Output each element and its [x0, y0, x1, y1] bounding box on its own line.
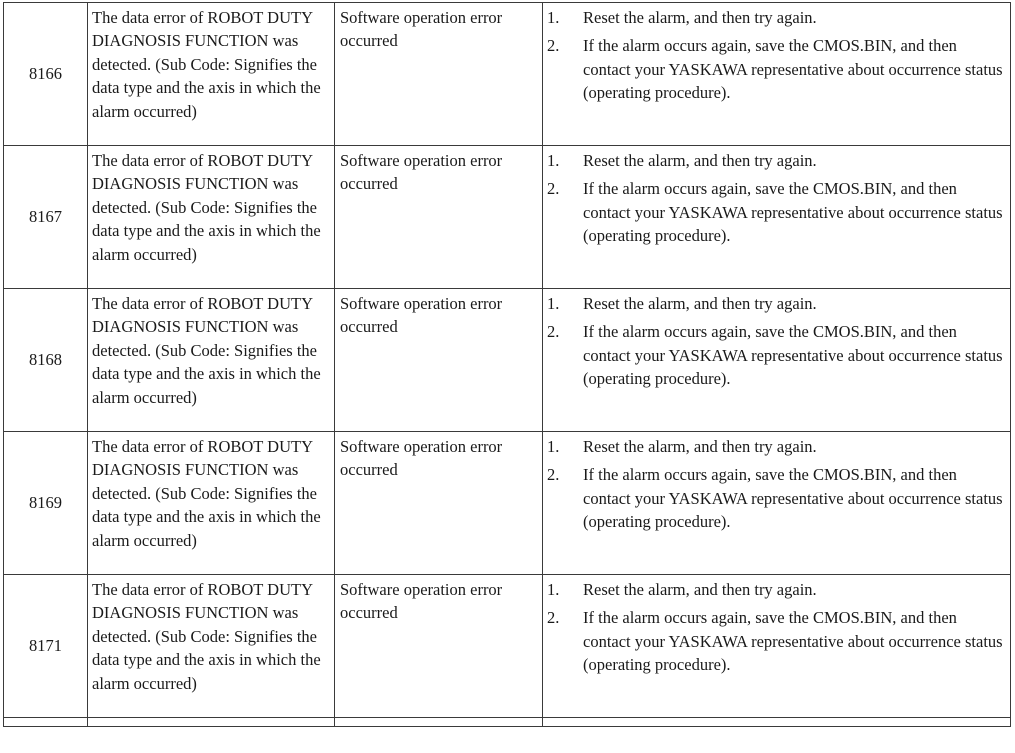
alarm-code: 8168	[4, 289, 88, 432]
remedy-step-number: 1.	[547, 8, 560, 27]
remedy-step-text: Reset the alarm, and then try again.	[583, 294, 817, 313]
table-row	[4, 575, 1011, 718]
alarm-remedy	[543, 432, 1011, 575]
remedy-step-number: 2.	[547, 608, 560, 628]
table-cell	[335, 718, 543, 727]
remedy-step-number: 2.	[547, 36, 560, 56]
table-cell	[4, 718, 88, 727]
remedy-step-text: If the alarm occurs again, save the CMOS.BIN, and then contact your YASKAWA representative about occurrence status (operating procedure).	[583, 179, 1003, 246]
table-row	[4, 146, 1011, 289]
alarm-meaning: The data error of ROBOT DUTY DIAGNOSIS FUNCTION was detected. (Sub Code: Signifies the data type and the axis in which the alarm occurred)	[88, 146, 335, 289]
alarm-code: 8166	[4, 3, 88, 146]
alarm-meaning: The data error of ROBOT DUTY DIAGNOSIS FUNCTION was detected. (Sub Code: Signifies the data type and the axis in which the alarm occurred)	[88, 575, 335, 718]
table-cell	[543, 718, 1011, 727]
remedy-step	[547, 149, 1006, 172]
remedy-step-text: Reset the alarm, and then try again.	[583, 437, 817, 456]
table-cell	[88, 718, 335, 727]
remedy-step-number: 1.	[547, 437, 560, 456]
alarm-meaning: The data error of ROBOT DUTY DIAGNOSIS FUNCTION was detected. (Sub Code: Signifies the data type and the axis in which the alarm occurred)	[88, 432, 335, 575]
remedy-step-number: 2.	[547, 179, 560, 199]
remedy-step	[547, 435, 1006, 458]
alarm-code: 8169	[4, 432, 88, 575]
remedy-step	[547, 6, 1006, 29]
alarm-cause: Software operation error occurred	[335, 432, 543, 575]
alarm-code-table	[3, 2, 1011, 727]
alarm-cause: Software operation error occurred	[335, 146, 543, 289]
alarm-remedy	[543, 575, 1011, 718]
remedy-step	[547, 177, 1006, 247]
remedy-step	[547, 320, 1006, 390]
remedy-step	[547, 34, 1006, 104]
alarm-meaning: The data error of ROBOT DUTY DIAGNOSIS FUNCTION was detected. (Sub Code: Signifies the data type and the axis in which the alarm occurred)	[88, 289, 335, 432]
table-row-partial	[4, 718, 1011, 727]
alarm-cause: Software operation error occurred	[335, 3, 543, 146]
table-row	[4, 289, 1011, 432]
alarm-remedy	[543, 3, 1011, 146]
remedy-step-text: Reset the alarm, and then try again.	[583, 580, 817, 599]
alarm-cause: Software operation error occurred	[335, 575, 543, 718]
alarm-code: 8171	[4, 575, 88, 718]
remedy-step-text: If the alarm occurs again, save the CMOS.BIN, and then contact your YASKAWA representative about occurrence status (operating procedure).	[583, 608, 1003, 675]
remedy-step	[547, 606, 1006, 676]
remedy-step	[547, 578, 1006, 601]
alarm-remedy	[543, 146, 1011, 289]
table-row	[4, 432, 1011, 575]
remedy-step-text: Reset the alarm, and then try again.	[583, 151, 817, 170]
alarm-meaning: The data error of ROBOT DUTY DIAGNOSIS FUNCTION was detected. (Sub Code: Signifies the data type and the axis in which the alarm occurred)	[88, 3, 335, 146]
remedy-step	[547, 463, 1006, 533]
remedy-step-number: 1.	[547, 294, 560, 313]
remedy-step-text: If the alarm occurs again, save the CMOS.BIN, and then contact your YASKAWA representative about occurrence status (operating procedure).	[583, 465, 1003, 532]
remedy-step-text: If the alarm occurs again, save the CMOS.BIN, and then contact your YASKAWA representative about occurrence status (operating procedure).	[583, 322, 1003, 389]
remedy-step-number: 2.	[547, 465, 560, 485]
remedy-step-number: 1.	[547, 151, 560, 170]
remedy-step-text: If the alarm occurs again, save the CMOS.BIN, and then contact your YASKAWA representative about occurrence status (operating procedure).	[583, 36, 1003, 103]
alarm-remedy	[543, 289, 1011, 432]
remedy-step-number: 1.	[547, 580, 560, 599]
remedy-step-number: 2.	[547, 322, 560, 342]
alarm-code: 8167	[4, 146, 88, 289]
alarm-cause: Software operation error occurred	[335, 289, 543, 432]
remedy-step	[547, 292, 1006, 315]
remedy-step-text: Reset the alarm, and then try again.	[583, 8, 817, 27]
table-row	[4, 3, 1011, 146]
